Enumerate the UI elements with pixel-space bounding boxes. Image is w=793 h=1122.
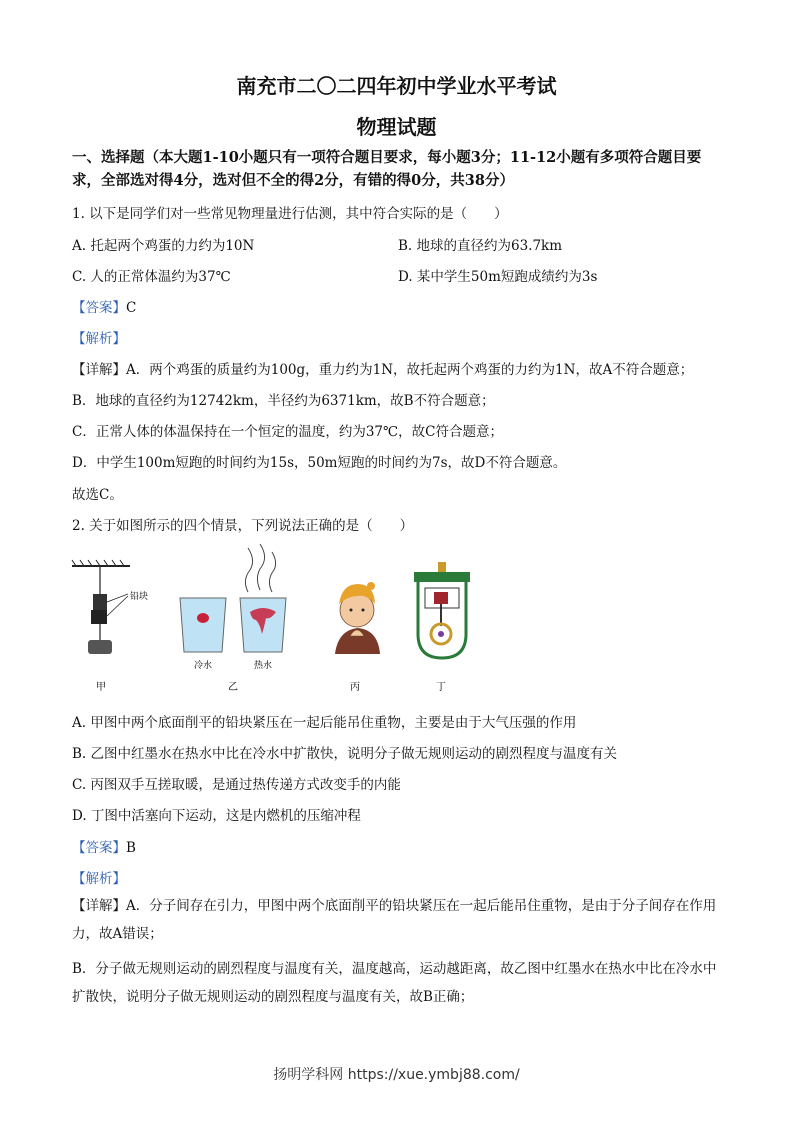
answer-tag: 【答案】 bbox=[72, 840, 126, 856]
q2-option-c: C. 丙图双手互搓取暖，是通过热传递方式改变手的内能 bbox=[72, 777, 401, 793]
q2-figure bbox=[70, 542, 470, 697]
figure-bing bbox=[335, 582, 380, 693]
figure-label-block: 铅块 bbox=[130, 592, 149, 602]
page-footer-watermark: 扬明学科网 https://xue.ymbj88.com/ bbox=[273, 1067, 520, 1083]
figure-label-ding: 丁 bbox=[436, 682, 446, 693]
figure-label-yi: 乙 bbox=[228, 682, 238, 693]
q1-option-d: D. 某中学生50m短跑成绩约为3s bbox=[398, 269, 598, 285]
figure-label-cold: 冷水 bbox=[194, 661, 213, 671]
q2-option-d: D. 丁图中活塞向下运动，这是内燃机的压缩冲程 bbox=[72, 808, 361, 824]
q2-detail-b: B．分子做无规则运动的剧烈程度与温度有关，温度越高，运动越距离，故乙图中红墨水在热水中比在冷水中扩散快，说明分子做无规则运动的剧烈程度与温度有关，故B正确； bbox=[72, 961, 717, 1005]
q2-stem: 2. 关于如图所示的四个情景，下列说法正确的是（ ） bbox=[72, 518, 414, 534]
q2-option-b: B. 乙图中红墨水在热水中比在冷水中扩散快，说明分子做无规则运动的剧烈程度与温度有关 bbox=[72, 746, 618, 762]
q1-stem: 1. 以下是同学们对一些常见物理量进行估测，其中符合实际的是（ ） bbox=[72, 206, 508, 222]
q1-option-a: A. 托起两个鸡蛋的力约为10N bbox=[72, 238, 255, 254]
q1-answer bbox=[72, 296, 136, 316]
figure-label-jia: 甲 bbox=[96, 682, 106, 693]
exam-subtitle: 物理试题 bbox=[356, 115, 437, 139]
q2-option-a: A. 甲图中两个底面削平的铅块紧压在一起后能吊住重物，主要是由于大气压强的作用 bbox=[72, 715, 577, 731]
q1-detail-b: B．地球的直径约为12742km，半径约为6371km，故B不符合题意； bbox=[72, 393, 495, 409]
figure-jia bbox=[72, 560, 148, 693]
answer-tag: 【答案】 bbox=[72, 300, 126, 316]
figure-ding bbox=[414, 562, 470, 693]
q2-analysis-tag: 【解析】 bbox=[72, 871, 126, 887]
section-heading: 一、选择题（本大题1-10小题只有一项符合题目要求，每小题3分；11-12小题有多项符合题目要求，全部选对得4分，选对但不全的得2分，有错的得0分，共38分） bbox=[72, 149, 702, 189]
q1-option-b: B. 地球的直径约为63.7km bbox=[398, 238, 563, 254]
figure-yi bbox=[180, 544, 286, 693]
q1-detail-c: C．正常人体的体温保持在一个恒定的温度，约为37℃，故C符合题意； bbox=[72, 424, 503, 440]
answer-value: B bbox=[126, 840, 136, 856]
q1-detail-d: D．中学生100m短跑的时间约为15s，50m短跑的时间约为7s，故D不符合题意。 bbox=[72, 455, 567, 471]
q2-answer bbox=[72, 836, 136, 856]
q1-detail-a: 【详解】A．两个鸡蛋的质量约为100g，重力约为1N，故托起两个鸡蛋的力约为1N，故A不符合题意； bbox=[72, 362, 694, 378]
q2-detail-a: 【详解】A．分子间存在引力，甲图中两个底面削平的铅块紧压在一起后能吊住重物，是由于分子间存在作用力，故A错误； bbox=[72, 898, 717, 942]
figure-label-hot: 热水 bbox=[254, 661, 273, 671]
q1-analysis-tag: 【解析】 bbox=[72, 331, 126, 347]
answer-value: C bbox=[126, 300, 137, 316]
figure-label-bing: 丙 bbox=[350, 682, 360, 693]
q1-option-c: C. 人的正常体温约为37℃ bbox=[72, 269, 231, 285]
exam-title: 南充市二〇二四年初中学业水平考试 bbox=[236, 74, 557, 98]
q1-conclusion: 故选C。 bbox=[72, 487, 123, 503]
